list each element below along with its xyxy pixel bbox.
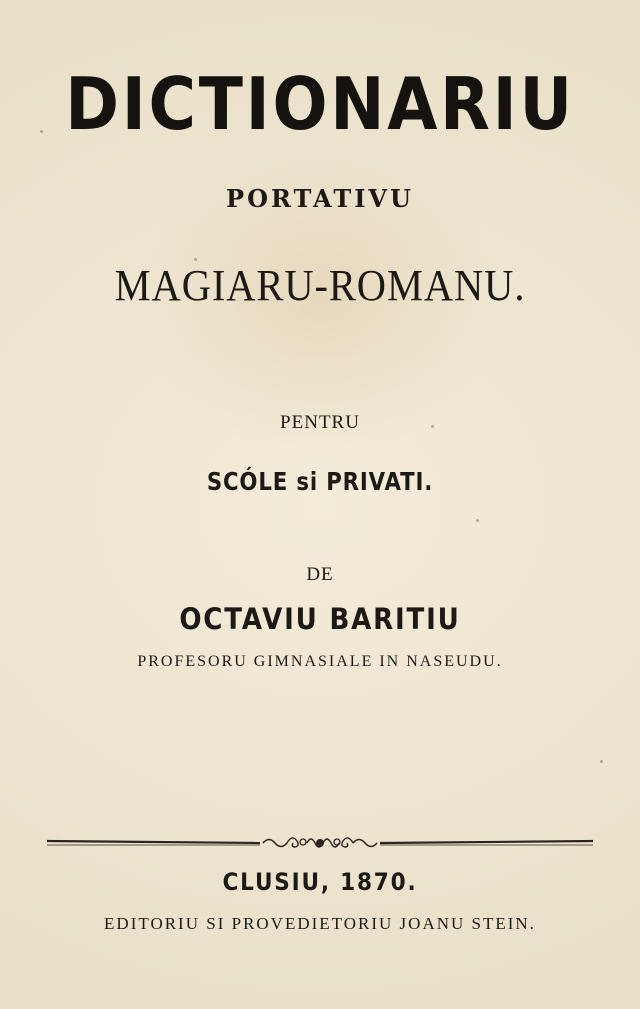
purpose-prefix: PENTRU <box>280 412 360 433</box>
fleuron-ornament-icon <box>45 829 595 857</box>
by-label: DE <box>306 564 334 585</box>
paper-speck <box>194 258 197 261</box>
author-name: OCTAVIU BARITIU <box>179 602 461 636</box>
paper-speck <box>40 130 43 133</box>
audience-line: SCÓLE si PRIVATI. <box>206 467 434 496</box>
paper-speck <box>476 519 479 522</box>
publisher-line: EDITORIU SI PROVEDIETORIU JOANU STEIN. <box>104 914 536 933</box>
paper-speck <box>600 760 603 763</box>
paper-speck <box>431 425 434 428</box>
place-year: CLUSIU, 1870. <box>222 868 418 896</box>
book-title: DICTIONARIU <box>65 62 575 146</box>
book-languages: MAGIARU-ROMANU. <box>114 261 526 310</box>
author-title: PROFESORU GIMNASIALE IN NASEUDU. <box>137 653 503 670</box>
book-subtitle: PORTATIVU <box>226 184 414 213</box>
